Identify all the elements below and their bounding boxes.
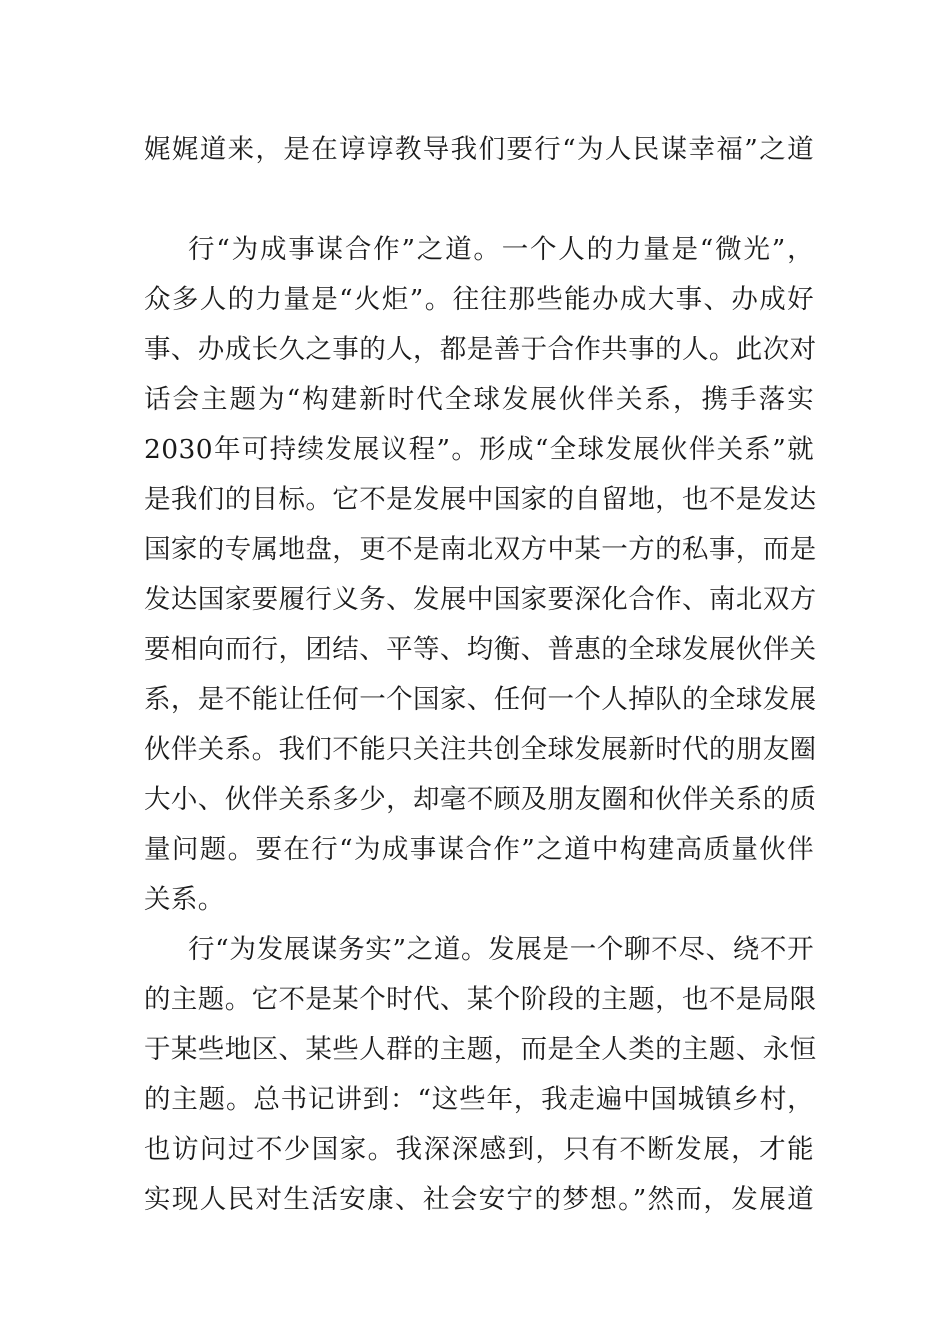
text-line: 娓娓道来，是在谆谆教导我们要行“为人民谋幸福”之道 — [144, 134, 814, 165]
text-line: 是我们的目标。它不是发展中国家的自留地，也不是发达 — [144, 484, 817, 515]
text-line: 的主题。它不是某个时代、某个阶段的主题，也不是局限 — [144, 984, 817, 1015]
text-line: 于某些地区、某些人群的主题，而是全人类的主题、永恒 — [144, 1034, 817, 1065]
text-line: 事、办成长久之事的人，都是善于合作共事的人。此次对 — [144, 334, 817, 365]
text-line: 实现人民对生活安康、社会安宁的梦想。”然而，发展道 — [144, 1184, 814, 1215]
text-line: 发达国家要履行义务、发展中国家要深化合作、南北双方 — [144, 584, 817, 615]
text-line: 国家的专属地盘，更不是南北双方中某一方的私事，而是 — [144, 534, 817, 565]
text-line: 量问题。要在行“为成事谋合作”之道中构建高质量伙伴 — [144, 834, 814, 865]
text-line: 2030年可持续发展议程”。形成“全球发展伙伴关系”就 — [144, 434, 814, 465]
paragraph-last-line: 关系。 — [144, 884, 225, 915]
text-line: 众多人的力量是“火炬”。往往那些能办成大事、办成好 — [144, 284, 814, 315]
text-line: 要相向而行，团结、平等、均衡、普惠的全球发展伙伴关 — [144, 634, 817, 665]
paragraph-first-line: 行“为成事谋合作”之道。一个人的力量是“微光”， — [188, 234, 814, 265]
text-line: 大小、伙伴关系多少，却毫不顾及朋友圈和伙伴关系的质 — [144, 784, 817, 815]
text-line: 的主题。总书记讲到：“这些年，我走遍中国城镇乡村， — [144, 1084, 814, 1115]
text-line: 也访问过不少国家。我深深感到，只有不断发展，才能 — [144, 1134, 814, 1165]
text-line: 话会主题为“构建新时代全球发展伙伴关系，携手落实 — [144, 384, 814, 415]
paragraph-first-line: 行“为发展谋务实”之道。发展是一个聊不尽、绕不开 — [188, 934, 814, 965]
text-line: 系，是不能让任何一个国家、任何一个人掉队的全球发展 — [144, 684, 817, 715]
text-line: 伙伴关系。我们不能只关注共创全球发展新时代的朋友圈 — [144, 734, 817, 765]
